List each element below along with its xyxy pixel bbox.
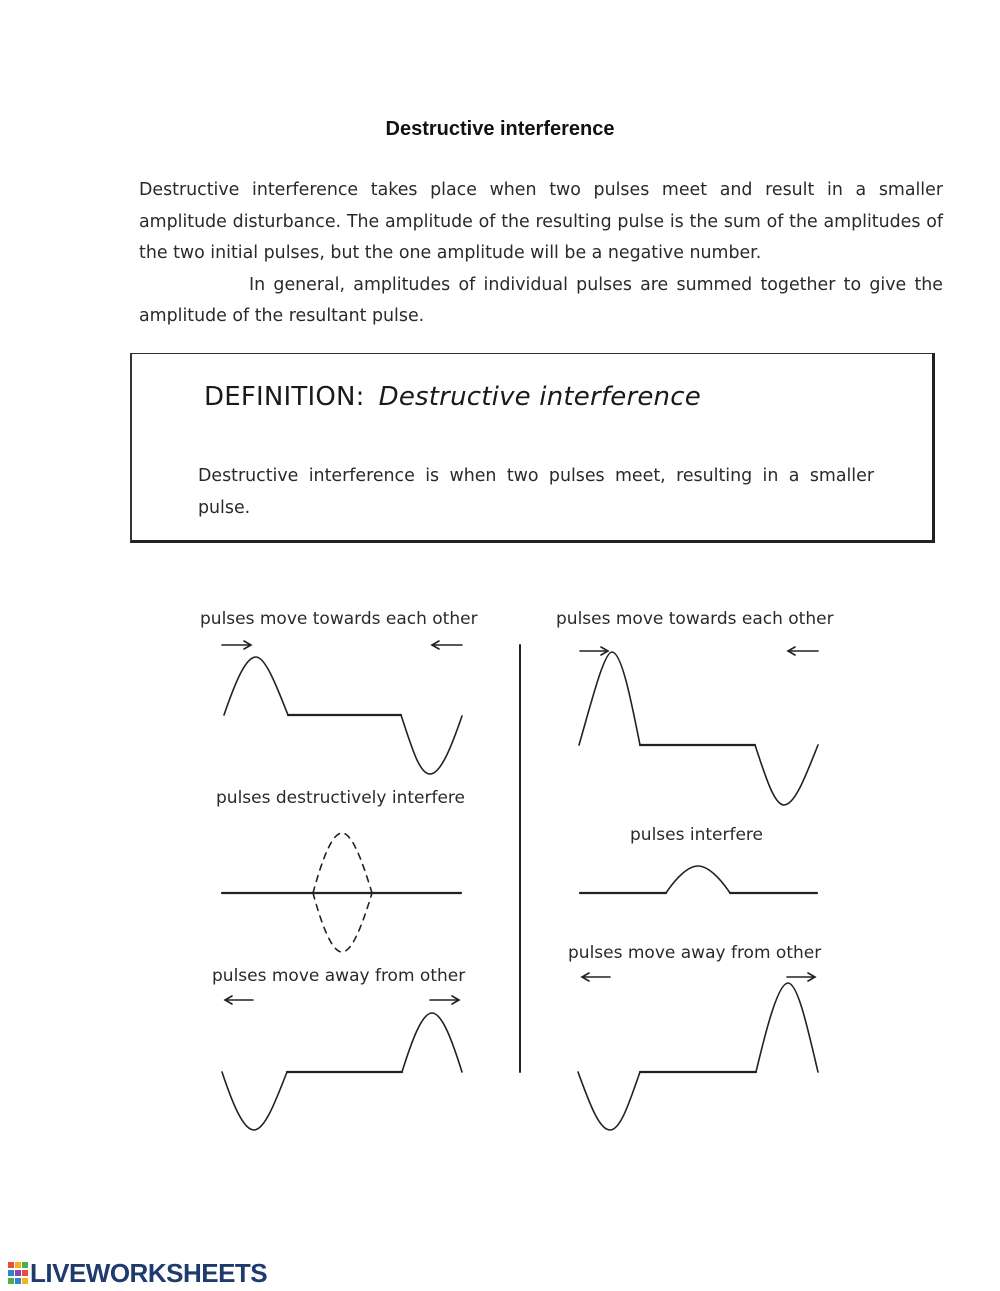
resultant-small-pulse: [666, 866, 730, 893]
dashed-crest-pulse: [313, 833, 372, 893]
right-depart-waves: [578, 973, 818, 1130]
intro-paragraph-2: In general, amplitudes of individual pulses are summed together to give the amplitude of the resultant pulse.: [139, 274, 943, 326]
right-crest-pulse-2: [756, 983, 818, 1072]
left-approach-waves: [222, 641, 462, 774]
dashed-trough-pulse: [313, 893, 372, 952]
right-approach-waves: [579, 647, 818, 805]
left-crest-pulse: [224, 657, 288, 715]
left-caption-middle: pulses destructively interfere: [216, 788, 465, 808]
left-interfere-waves: [222, 833, 461, 952]
liveworksheets-logo: [8, 1256, 267, 1290]
logo-grid-icon: [8, 1262, 28, 1284]
right-trough-pulse: [755, 745, 818, 805]
definition-label: DEFINITION:: [204, 382, 365, 412]
right-caption-bottom: pulses move away from other: [568, 943, 822, 963]
left-trough-pulse-2: [222, 1072, 287, 1130]
intro-paragraph-1: Destructive interference takes place when two pulses meet and result in a smaller amplitude disturbance. The amplitude of the resulting pulse is the sum of the amplitudes of the two initial pulses, but the one amplitude will be a negative number.: [139, 180, 943, 263]
definition-term: Destructive interference: [378, 382, 701, 412]
logo-text: LIVEWORKSHEETS: [30, 1257, 268, 1288]
right-trough-pulse-2: [578, 1072, 640, 1130]
page-title: Destructive interference: [385, 118, 615, 140]
left-caption-bottom: pulses move away from other: [212, 966, 466, 986]
left-depart-waves: [222, 996, 462, 1130]
left-caption-top: pulses move towards each other: [200, 609, 478, 629]
left-trough-pulse: [401, 715, 462, 774]
right-caption-middle: pulses interfere: [630, 825, 763, 845]
definition-text: Destructive interference is when two pulses meet, resulting in a smaller pulse.: [198, 466, 874, 518]
right-caption-top: pulses move towards each other: [556, 609, 834, 629]
right-interfere-waves: [580, 866, 817, 893]
left-crest-pulse-2: [402, 1013, 462, 1072]
right-crest-pulse: [579, 652, 640, 745]
